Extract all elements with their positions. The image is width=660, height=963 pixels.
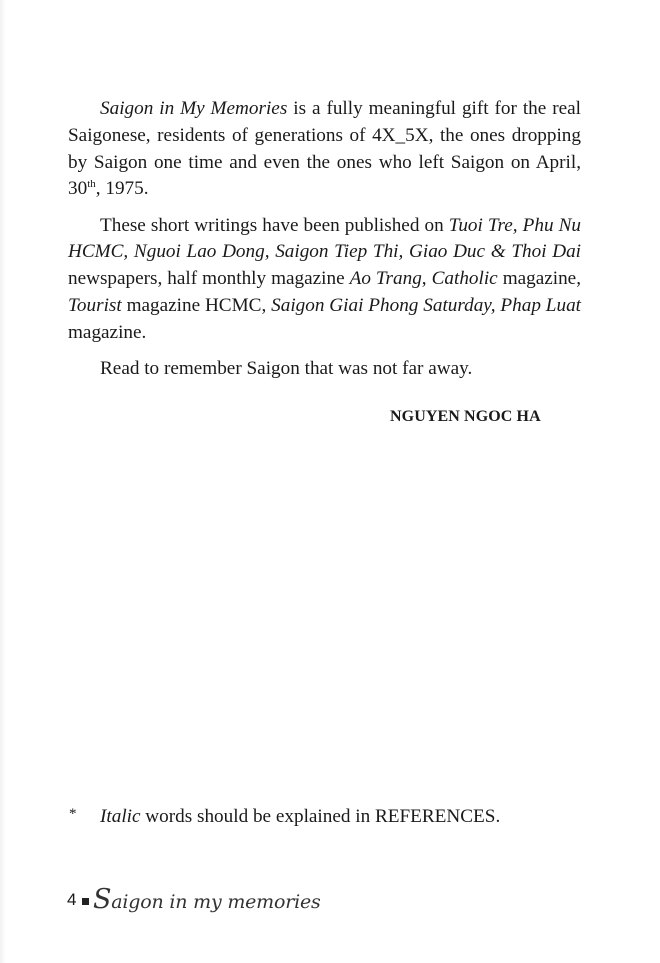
square-bullet-icon [82,898,89,905]
paragraph-intro: Saigon in My Memories is a fully meaningful gift for the real Saigonese, residents of generations of 4X_5X, the ones dropping by Saigon one time and even the ones who left Saigon on April, 30th, 1975. [68,98,581,200]
running-title: Saigon in my memories [93,884,321,915]
author-signature: NGUYEN NGOC HA [390,408,541,425]
paragraph-closing: Read to remember Saigon that was not far away. [100,358,473,380]
preface-body [68,96,581,392]
footnote-asterisk: * [69,806,77,822]
paragraph-publications: These short writings have been published on Tuoi Tre, Phu Nu HCMC, Nguoi Lao Dong, Saigon Tiep Thi, Giao Duc & Thoi Dai newspapers, half monthly magazine Ao Trang, Catholic magazine, Tourist magazine HCMC, Saigon Giai Phong Saturday, Phap Luat magazine. [68,214,581,343]
page-number: 4 [67,890,77,909]
ordinal-suffix: th [87,178,96,191]
book-title: Saigon in My Memories [100,98,288,119]
footnote-text: Italic words should be explained in REFERENCES. [100,806,501,827]
page-edge [0,0,6,963]
